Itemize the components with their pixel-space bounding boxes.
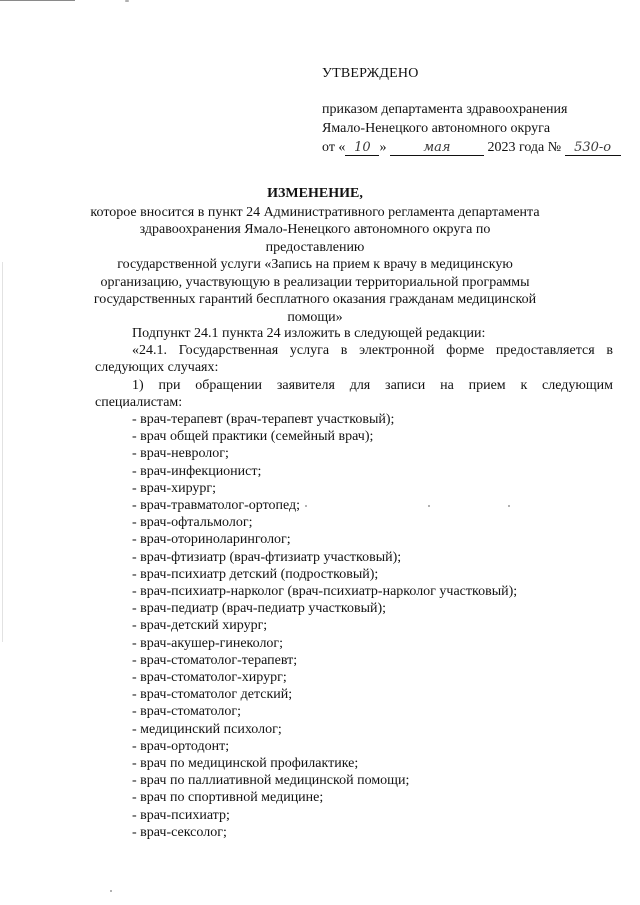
- date-mid: »: [379, 140, 387, 155]
- list-item: - врач-психиатр-нарколог (врач-психиатр-нарколог участковый);: [132, 584, 518, 600]
- scan-speck: [125, 0, 129, 2]
- scan-edge-shadow: [2, 262, 3, 642]
- list-item: - врач-стоматолог-хирург;: [132, 670, 287, 686]
- paragraph-24-1-continuation: следующих случаях:: [95, 360, 219, 376]
- list-item: - врач-стоматолог;: [132, 704, 241, 720]
- list-item: - врач-психиатр детский (подростковый);: [132, 566, 379, 582]
- title-line: организацию, участвующую в реализации территориальной программы: [100, 274, 530, 290]
- list-item: - врач-ортодонт;: [132, 738, 230, 754]
- list-item: - врач-невролог;: [132, 446, 229, 462]
- document-title-block: [90, 185, 540, 326]
- list-item: - врач-психиатр;: [132, 807, 230, 823]
- list-item: - врач-педиатр (врач-педиатр участковый);: [132, 601, 387, 617]
- handwritten-day: 10: [345, 138, 379, 157]
- title-line: государственной услуги «Запись на прием к врачу в медицинскую: [117, 257, 513, 272]
- title-line: помощи»: [287, 309, 343, 325]
- approval-line-1: приказом департамента здравоохранения: [322, 102, 568, 117]
- list-item: - врач-травматолог-ортопед;: [132, 498, 301, 514]
- intro-paragraph: Подпункт 24.1 пункта 24 изложить в следующей редакции:: [132, 326, 486, 341]
- approval-date-line: [322, 138, 632, 157]
- title-line: государственных гарантий бесплатного оказания гражданам медицинской: [93, 292, 537, 307]
- list-item: - врач-инфекционист;: [132, 463, 262, 479]
- approval-heading: УТВЕРЖДЕНО: [322, 66, 419, 81]
- list-item: - врач-офтальмолог;: [132, 515, 253, 531]
- item-1-continuation: специалистам:: [95, 394, 183, 410]
- list-item: - врач-сексолог;: [132, 824, 227, 840]
- list-item: - врач по паллиативной медицинской помощи;: [132, 773, 410, 789]
- approval-line-2: Ямало-Ненецкого автономного округа: [322, 121, 551, 136]
- list-item: - врач-стоматолог детский;: [132, 687, 293, 703]
- paragraph-24-1-first-line: «24.1. Государственная услуга в электронной форме предоставляется в: [132, 343, 613, 359]
- list-item: - врач-оториноларинголог;: [132, 532, 291, 548]
- specialists-list: [95, 411, 613, 841]
- list-item: - врач общей практики (семейный врач);: [132, 429, 374, 445]
- item-1-first-line: 1) при обращении заявителя для записи на прием к следующим: [132, 377, 613, 393]
- handwritten-order-number: 530-о: [565, 138, 621, 157]
- list-item: - врач-фтизиатр (врач-фтизиатр участковый);: [132, 549, 402, 565]
- list-item: - врач по спортивной медицине;: [132, 790, 324, 806]
- year-number-label: 2023 года №: [487, 140, 562, 155]
- approval-stamp-block: [322, 64, 632, 157]
- list-item: - врач-акушер-гинеколог;: [132, 635, 284, 651]
- list-item: - врач-детский хирург;: [132, 618, 268, 634]
- scan-speck: [110, 890, 112, 892]
- list-item: - врач-стоматолог-терапевт;: [132, 652, 298, 668]
- title-line: здравоохранения Ямало-Ненецкого автономного округа по предоставлению: [139, 222, 491, 255]
- list-item: - врач по медицинской профилактике;: [132, 756, 359, 772]
- date-prefix: от «: [322, 140, 346, 155]
- list-item: - медицинский психолог;: [132, 721, 282, 737]
- list-item: - врач-терапевт (врач-терапевт участковый);: [132, 412, 395, 428]
- title-line: которое вносится в пункт 24 Административного регламента департамента: [90, 204, 540, 220]
- list-item: - врач-хирург;: [132, 480, 217, 496]
- scan-edge-mark: [0, 0, 75, 1]
- handwritten-month: мая: [390, 138, 484, 157]
- document-title: ИЗМЕНЕНИЕ,: [267, 186, 363, 201]
- document-body: [95, 325, 613, 841]
